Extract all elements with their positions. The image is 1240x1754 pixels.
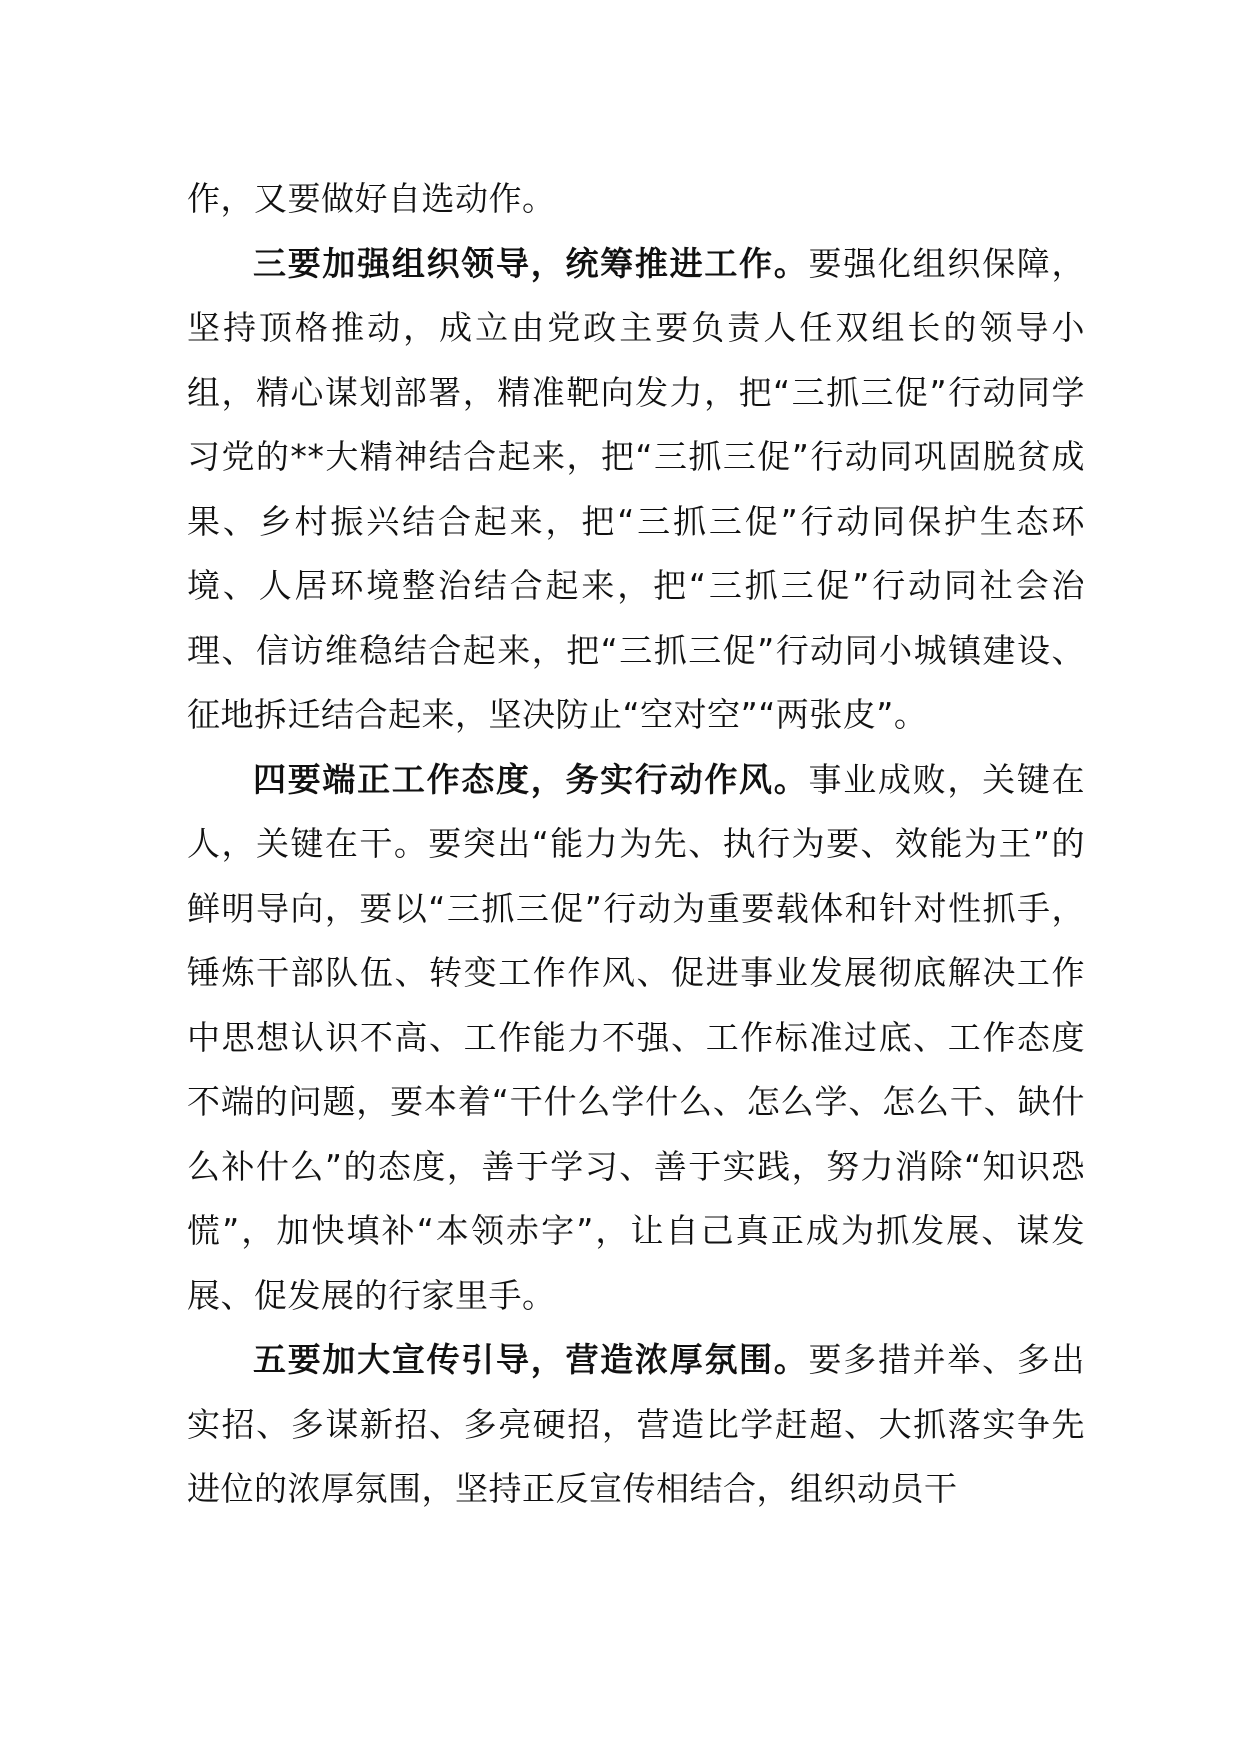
- paragraph-text: 作，又要做好自选动作。: [187, 179, 556, 218]
- paragraph-text: 要多措并举、多出实招、多谋新招、多亮硬招，营造比学赶超、大抓落实争先进位的浓厚氛围，坚持正反宣传相结合，组织动员干: [187, 1340, 1086, 1508]
- document-body: [187, 167, 1085, 1522]
- paragraph-lead: 五要加大宣传引导，营造浓厚氛围。: [253, 1340, 809, 1379]
- paragraph-5: [187, 1328, 1085, 1522]
- paragraph-3: [187, 232, 1085, 748]
- continuation-paragraph: [187, 167, 1085, 232]
- paragraph-lead: 三要加强组织领导，统筹推进工作。: [253, 243, 809, 283]
- paragraph-text: 事业成败，关键在人，关键在干。要突出“能力为先、执行为要、效能为王”的鲜明导向，要以“三抓三促”行动为重要载体和针对性抓手，锤炼干部队伍、转变工作作风、促进事业发展彻底解决工作中思想认识不高、工作能力不强、工作标准过底、工作态度不端的问题，要本着“干什么学什么、怎么学、怎么干、缺什么补什么”的态度，善于学习、善于实践，努力消除“知识恐慌”，加快填补“本领赤字”，让自己真正成为抓发展、谋发展、促发展的行家里手。: [187, 759, 1086, 1315]
- paragraph-4: [187, 748, 1085, 1329]
- paragraph-lead: 四要端正工作态度，务实行动作风。: [253, 759, 809, 799]
- paragraph-text: 要强化组织保障，坚持顶格推动，成立由党政主要负责人任双组长的领导小组，精心谋划部署，精准靶向发力，把“三抓三促”行动同学习党的**大精神结合起来，把“三抓三促”行动同巩固脱贫成果、乡村振兴结合起来，把“三抓三促”行动同保护生态环境、人居环境整治结合起来，把“三抓三促”行动同社会治理、信访维稳结合起来，把“三抓三促”行动同小城镇建设、征地拆迁结合起来，坚决防止“空对空”“两张皮”。: [187, 243, 1086, 734]
